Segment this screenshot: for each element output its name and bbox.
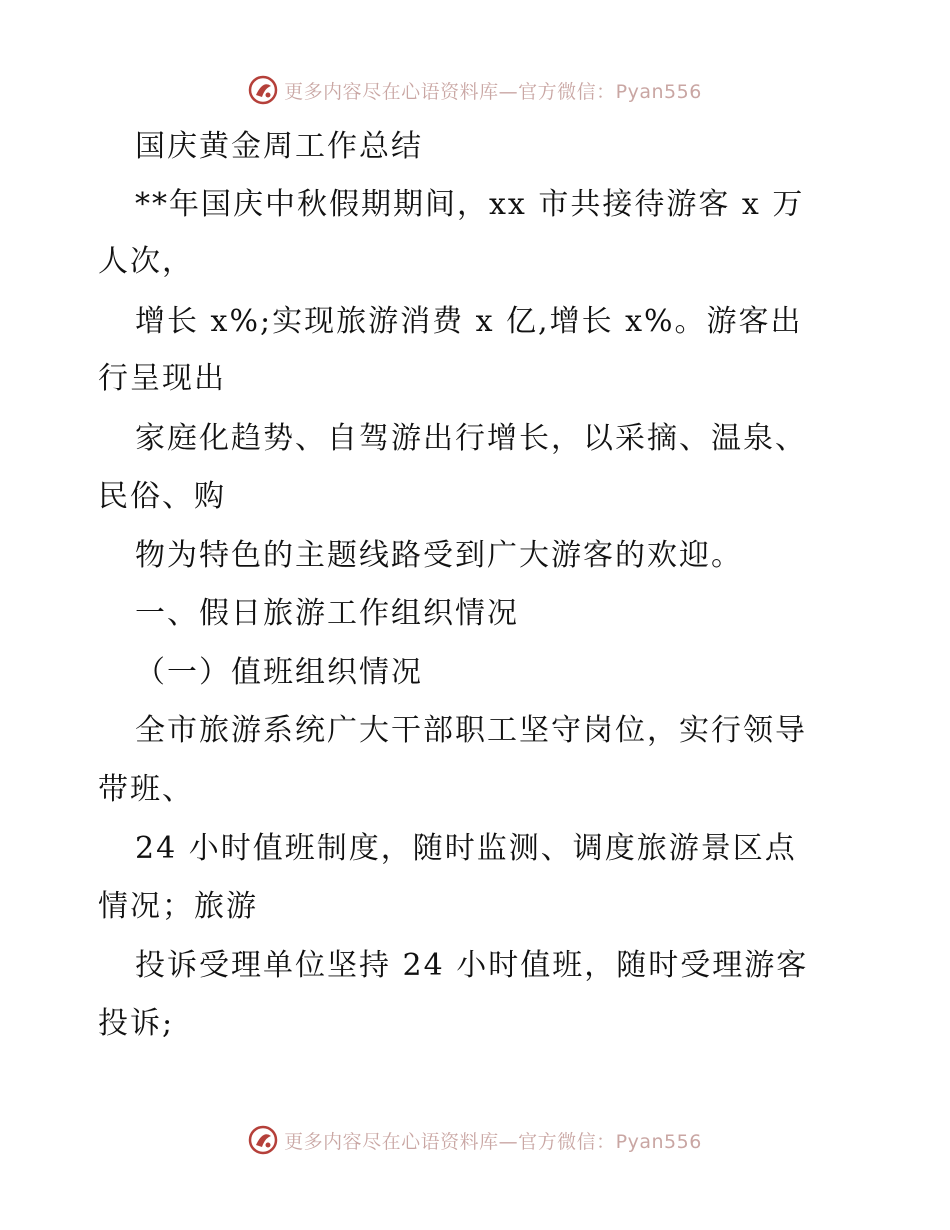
- doc-line: **年国庆中秋假期期间，xx 市共接待游客 x 万: [135, 187, 805, 222]
- doc-line: 行呈现出: [98, 361, 226, 396]
- watermark-logo-icon: [248, 1125, 278, 1155]
- footer-watermark: [0, 1120, 950, 1160]
- doc-line: 带班、: [98, 772, 194, 807]
- doc-line: 人次，: [98, 244, 194, 279]
- watermark-text: 更多内容尽在心语资料库—官方微信：Pyan556: [284, 80, 702, 103]
- watermark-text: 更多内容尽在心语资料库—官方微信：Pyan556: [284, 1130, 702, 1153]
- doc-line: 增长 x%;实现旅游消费 x 亿,增长 x%。游客出: [135, 304, 803, 339]
- doc-line: 情况；旅游: [98, 889, 258, 924]
- section-heading: 一、假日旅游工作组织情况: [135, 596, 519, 631]
- doc-line: 物为特色的主题线路受到广大游客的欢迎。: [135, 538, 743, 573]
- subsection-heading: （一）值班组织情况: [135, 655, 423, 690]
- doc-line: 24 小时值班制度，随时监测、调度旅游景区点: [135, 831, 797, 866]
- doc-title: 国庆黄金周工作总结: [135, 129, 423, 164]
- doc-line: 民俗、购: [98, 479, 226, 514]
- doc-line: 家庭化趋势、自驾游出行增长，以采摘、温泉、: [135, 421, 807, 456]
- doc-line: 全市旅游系统广大干部职工坚守岗位，实行领导: [135, 713, 807, 748]
- doc-line: 投诉受理单位坚持 24 小时值班，随时受理游客: [135, 948, 809, 983]
- doc-line: 投诉;: [98, 1006, 175, 1041]
